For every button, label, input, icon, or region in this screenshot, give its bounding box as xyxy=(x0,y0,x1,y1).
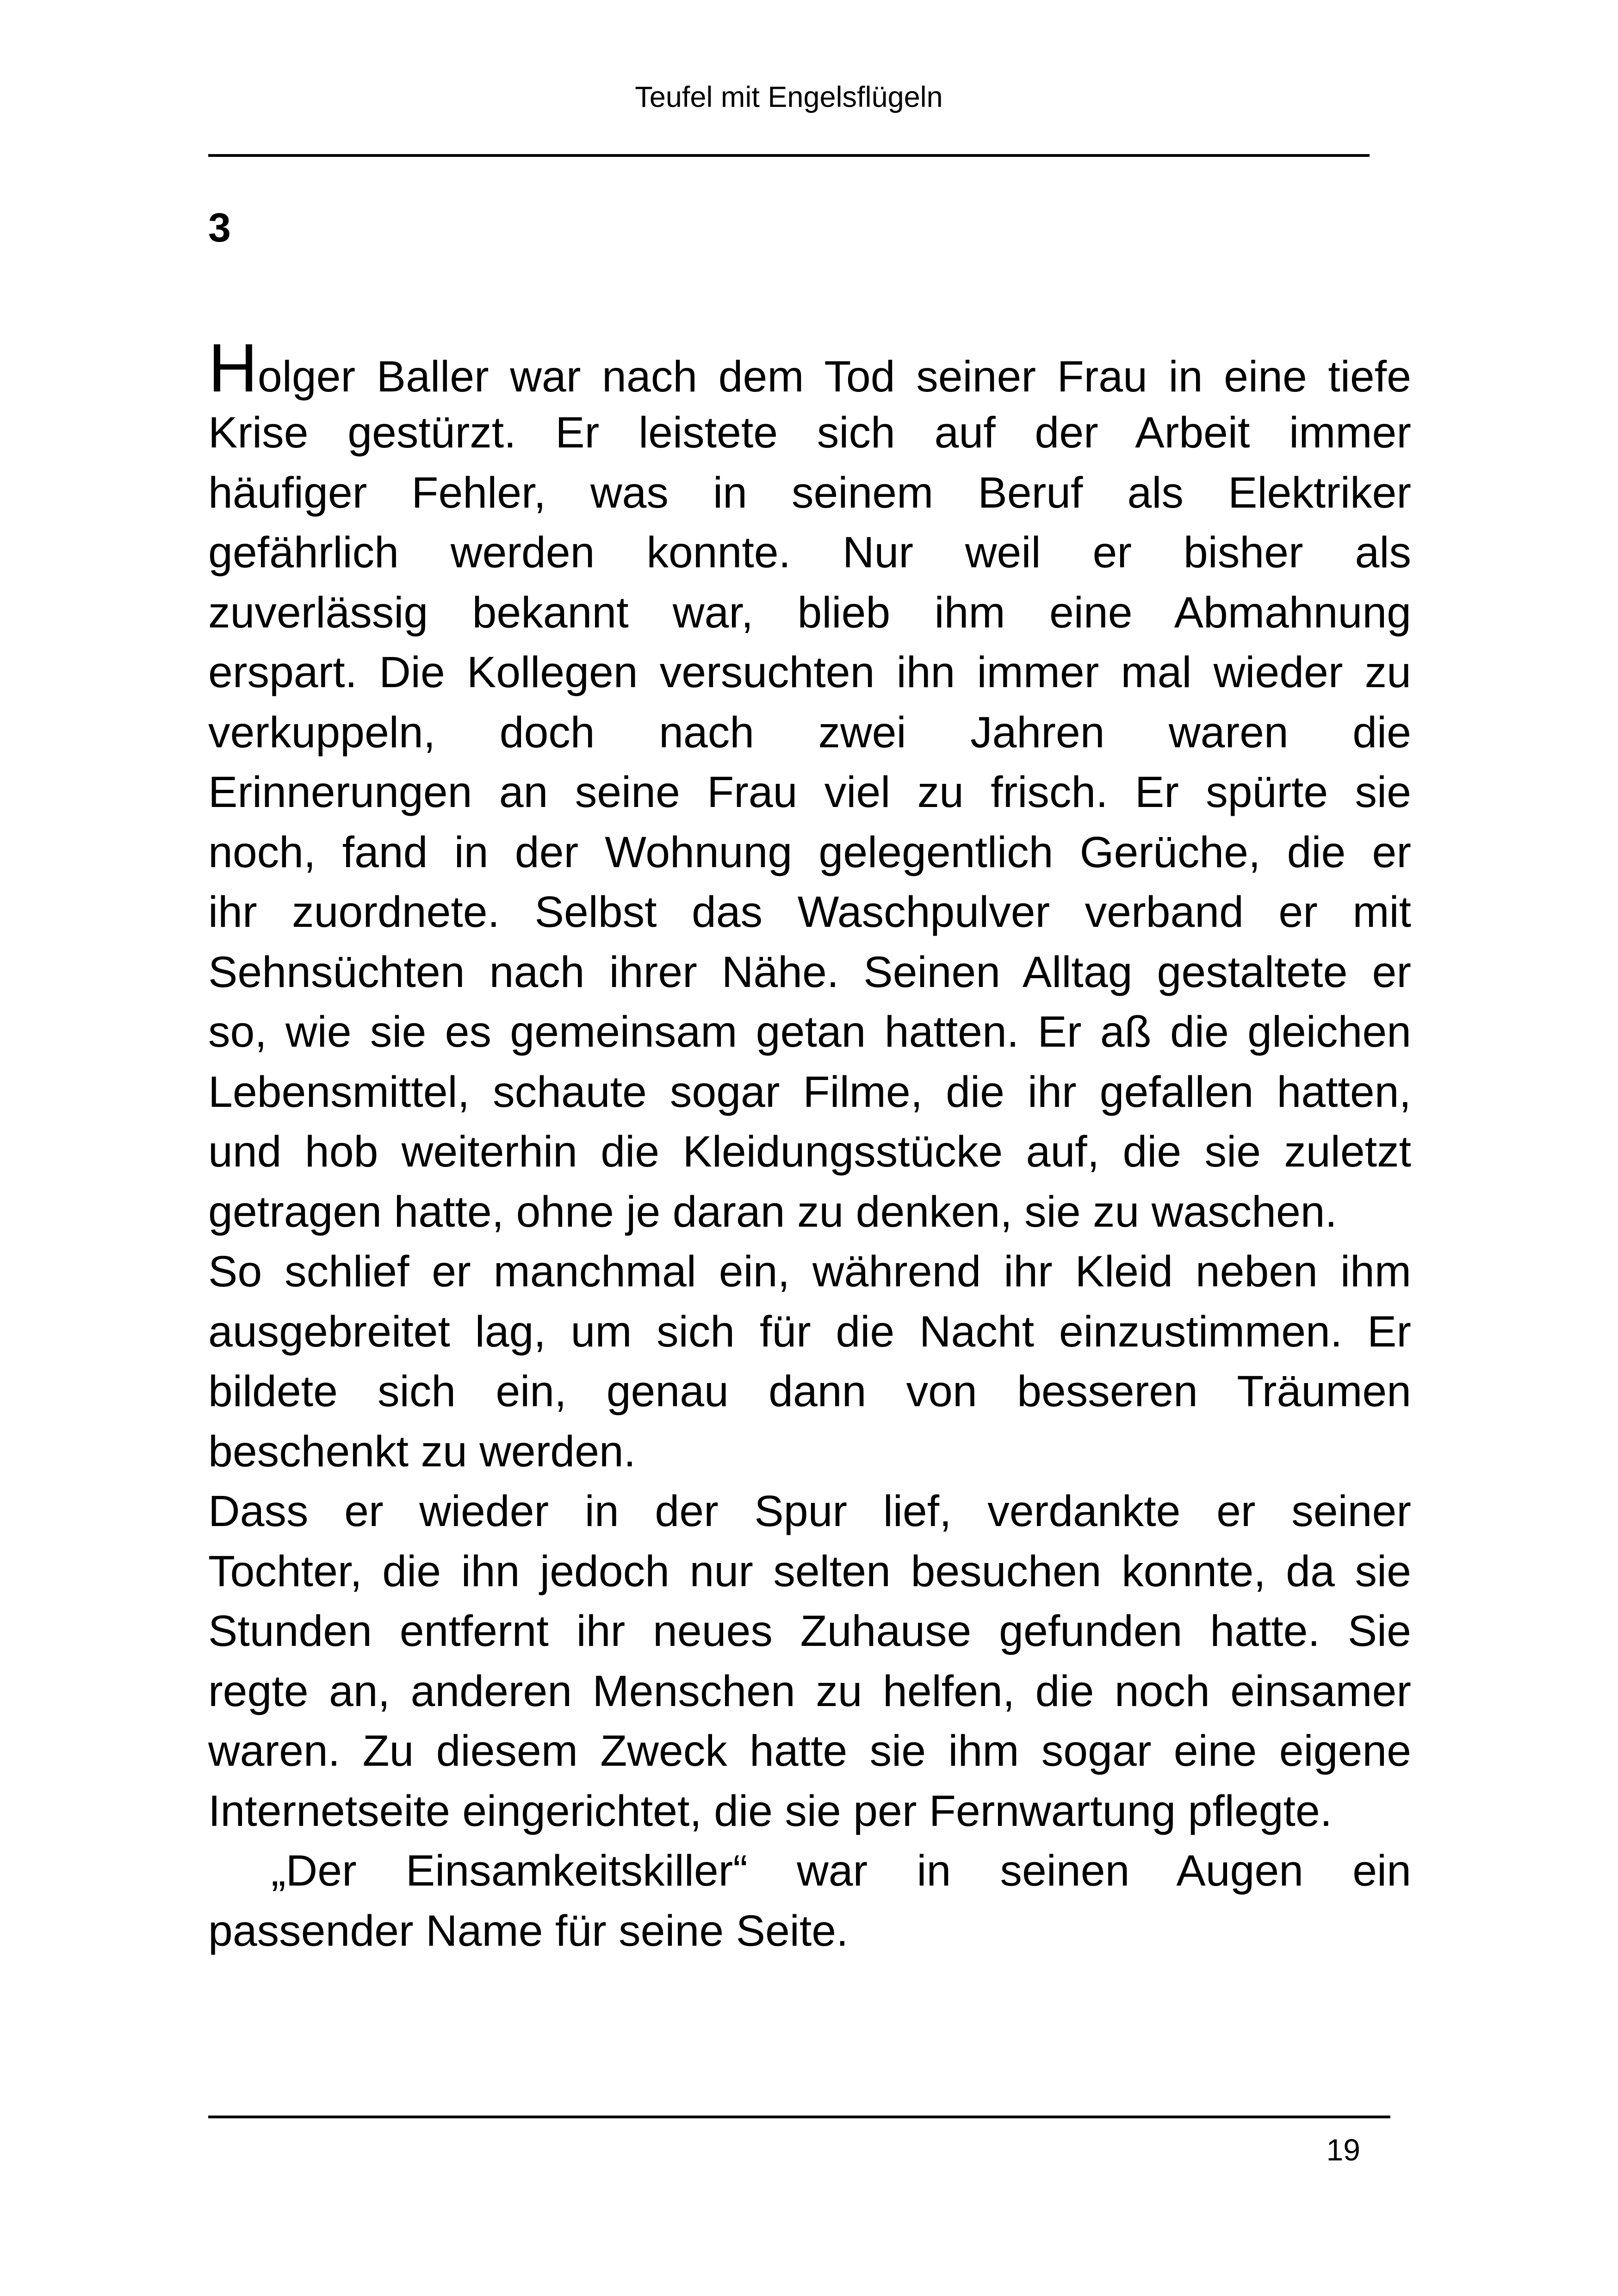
text-line: getragen hatte, ohne je daran zu denken, sie zu waschen. xyxy=(208,1187,1338,1236)
text-line: erspart. Die Kollegen versuchten ihn immer mal wieder zu xyxy=(208,648,1411,697)
text-line: zuverlässig bekannt war, blieb ihm eine Abmahnung xyxy=(208,588,1411,637)
text-line: So schlief er manchmal ein, während ihr Kleid neben ihm xyxy=(208,1247,1411,1296)
text-line: verkuppeln, doch nach zwei Jahren waren die xyxy=(208,707,1411,757)
drop-cap: H xyxy=(208,330,258,406)
text-line: Dass er wieder in der Spur lief, verdankte er seiner xyxy=(208,1487,1411,1536)
text-line xyxy=(208,330,1411,406)
text-line: noch, fand in der Wohnung gelegentlich Gerüche, die er xyxy=(208,827,1411,877)
text-line: Internetseite eingerichtet, die sie per Fernwartung pflegte. xyxy=(208,1786,1333,1836)
text-line: „Der Einsamkeitskiller“ war in seinen Augen ein xyxy=(271,1846,1411,1895)
text-line: bildete sich ein, genau dann von besseren Träumen xyxy=(208,1367,1411,1416)
text-line: passender Name für seine Seite. xyxy=(208,1906,849,1955)
text-line: Erinnerungen an seine Frau viel zu frisch. Er spürte sie xyxy=(208,768,1411,817)
text-line: Sehnsüchten nach ihrer Nähe. Seinen Alltag gestaltete er xyxy=(208,947,1411,997)
text-line: ausgebreitet lag, um sich für die Nacht einzustimmen. Er xyxy=(208,1307,1411,1356)
text-line: waren. Zu diesem Zweck hatte sie ihm sogar eine eigene xyxy=(208,1726,1411,1775)
header-rule xyxy=(208,154,1370,157)
page-number: 19 xyxy=(1326,2133,1360,2167)
text-line: Krise gestürzt. Er leistete sich auf der Arbeit immer xyxy=(208,408,1411,457)
text-line: so, wie sie es gemeinsam getan hatten. Er aß die gleichen xyxy=(208,1007,1411,1056)
footer-rule xyxy=(208,2116,1390,2118)
body-text xyxy=(208,330,1411,1961)
text-line-content: olger Baller war nach dem Tod seiner Frau in eine tiefe xyxy=(257,352,1411,401)
text-line: und hob weiterhin die Kleidungsstücke auf, die sie zuletzt xyxy=(208,1127,1411,1176)
text-line: gefährlich werden konnte. Nur weil er bisher als xyxy=(208,528,1411,577)
text-line: ihr zuordnete. Selbst das Waschpulver verband er mit xyxy=(208,887,1411,937)
text-line: Tochter, die ihn jedoch nur selten besuchen konnte, da sie xyxy=(208,1546,1411,1596)
chapter-number: 3 xyxy=(208,205,231,250)
text-line: Lebensmittel, schaute sogar Filme, die ihr gefallen hatten, xyxy=(208,1067,1411,1117)
text-line: regte an, anderen Menschen zu helfen, die noch einsamer xyxy=(208,1666,1411,1716)
text-line: Stunden entfernt ihr neues Zuhause gefunden hatte. Sie xyxy=(208,1607,1411,1656)
running-header: Teufel mit Engelsflügeln xyxy=(635,81,943,113)
text-line: häufiger Fehler, was in seinem Beruf als Elektriker xyxy=(208,468,1411,517)
text-line: beschenkt zu werden. xyxy=(208,1427,636,1476)
